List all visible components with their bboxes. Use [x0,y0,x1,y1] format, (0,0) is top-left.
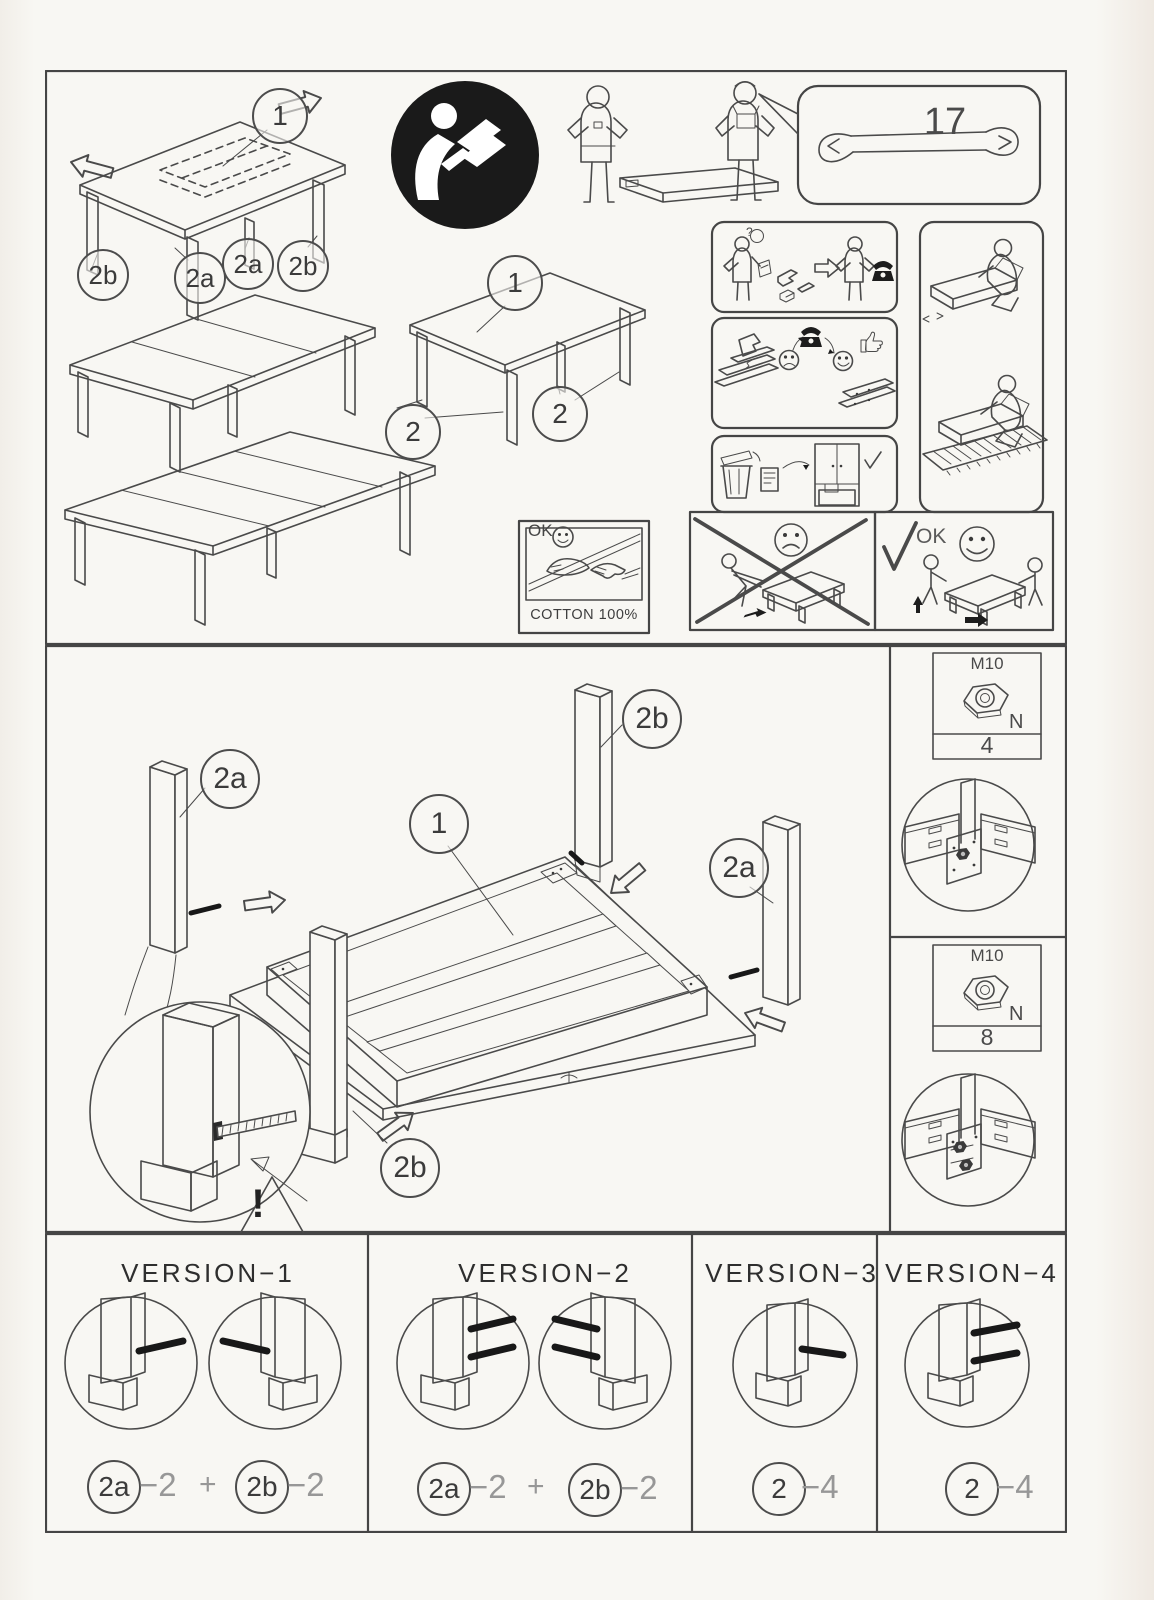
formula-count: −4 [996,1468,1034,1505]
wrench-bubble [759,86,1040,204]
wrench-size-label: 17 [923,101,967,143]
move-right-arrow-icon [965,613,988,627]
part-label-top-1: 1 [487,255,543,311]
formula-part-2a: 2a [87,1460,141,1514]
half-extended-table-diagram [70,295,375,472]
assembly-label-2b-bottom: 2b [380,1138,440,1198]
version-4-detail-circle [905,1299,1029,1427]
read-manual-icon [391,81,539,229]
smiley-icon [553,527,573,547]
carry-ok-label: OK [916,525,947,548]
part-label-leg-2a: 2a [222,238,274,290]
part-label-leg-2: 2 [385,404,441,460]
top-section-border [46,71,1066,644]
formula-count: −2 [139,1466,177,1503]
check-mark-icon [865,452,881,468]
version-1-detail-circles [65,1293,341,1429]
lift-together-box [875,512,1053,630]
damaged-part-box [712,318,897,428]
part-label-top-1: 1 [252,88,308,144]
cabinet-icon [815,444,859,506]
drag-arrow-icon [744,608,767,618]
assembly-label-2a-right: 2a [709,838,769,898]
bracket-detail-circle-2 [902,1074,1035,1206]
top-section-art [45,70,1067,645]
formula-part-2a: 2a [417,1462,471,1516]
arrow-right-icon [815,259,839,277]
part-label-leg-2b: 2b [77,249,129,301]
do-not-drag-box [690,512,875,630]
hardware-qty-1: 4 [980,732,994,758]
x-mark-icon [695,519,868,624]
m10-nut-icon [964,976,1008,1010]
unpack-on-rug-box [920,222,1047,512]
assembly-label-2a-left: 2a [200,749,260,809]
extend-left-arrow-icon [68,151,115,184]
lift-up-arrow-icon [913,596,923,613]
hardware-code-2: N [1009,1003,1024,1025]
formula-part-2b: 2b [568,1463,622,1517]
two-workers-diagram [568,82,778,203]
cotton-ok-label: OK [528,521,553,540]
formula-part-2: 2 [945,1462,999,1516]
m10-nut-icon [964,684,1008,718]
formula-plus: + [527,1470,545,1503]
formula-plus: + [199,1468,217,1501]
formula-part-2b: 2b [235,1460,289,1514]
assembly-label-2b-top: 2b [622,689,682,749]
keep-manual-box [712,436,897,512]
part-label-leg-2a: 2a [174,252,226,304]
formula-count: −4 [801,1468,839,1505]
sad-face-icon [780,351,799,370]
manual-booklet-icon [761,468,778,491]
formula-count: −2 [287,1466,325,1503]
sad-face-icon [775,524,807,556]
bolt-detail-magnifier [90,947,310,1226]
phone-icon [872,261,894,281]
happy-face-icon [834,352,853,371]
version-4-title: VERSION−4 [885,1258,1059,1288]
assembly-label-frame-1: 1 [409,794,469,854]
formula-count: −2 [469,1468,507,1505]
trash-bin-icon [721,451,760,498]
version-3-title: VERSION−3 [705,1258,879,1288]
tabletop-frame-diagram [230,846,755,1120]
formula-count: −2 [620,1469,658,1506]
check-mark-icon [884,523,916,569]
full-extended-table-diagram [65,432,435,625]
assembly-section-art [45,645,1067,1233]
cotton-caption: COTTON 100% [530,607,638,623]
hardware-spec-2: M10 [970,946,1004,965]
warning-exclamation: ! [251,1182,265,1226]
version-3-detail-circle [733,1299,857,1427]
thumbs-up-icon [861,332,882,352]
bracket-detail-circle-1 [902,779,1035,911]
version-2-title: VERSION−2 [458,1258,632,1288]
hardware-code-1: N [1009,711,1024,733]
version-2-detail-circles [397,1293,671,1429]
smiley-icon [960,527,994,561]
hardware-qty-2: 8 [980,1024,994,1050]
question-mark: ? [746,225,753,239]
part-label-leg-2: 2 [532,386,588,442]
part-label-leg-2b: 2b [277,240,329,292]
hardware-spec-1: M10 [970,654,1004,673]
missing-part-box [712,222,897,312]
version-1-title: VERSION−1 [121,1258,295,1288]
formula-part-2: 2 [752,1462,806,1516]
